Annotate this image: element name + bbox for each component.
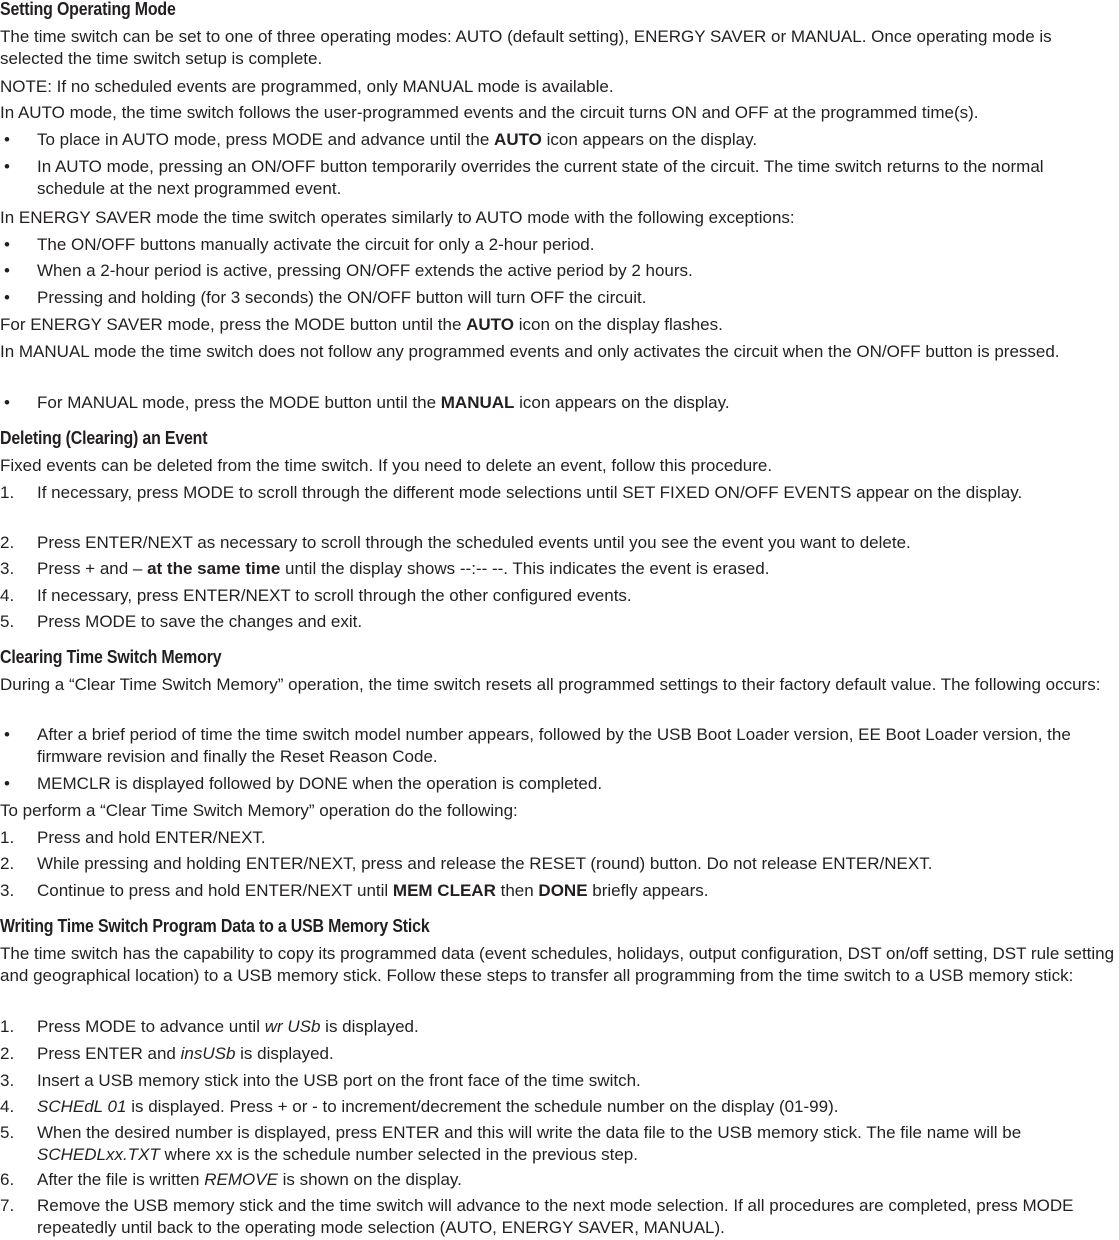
list-item: • The ON/OFF buttons manually activate the circuit for only a 2-hour period. (4, 235, 595, 254)
bullet-marker: • (4, 130, 10, 149)
paragraph: The time switch has the capability to copy its programmed data (event schedules, holidays, output configuration, DST on/off setting, DST rule setting and geographical location) to a USB memory stick. Follow these steps to transfer all programming from the time switch to a USB memory stick: (0, 944, 1115, 985)
step-number: 2. (0, 1044, 15, 1063)
bullet-marker: • (4, 288, 10, 307)
paragraph: Fixed events can be deleted from the time switch. If you need to delete an event, follow this procedure. (0, 456, 773, 475)
list-item: • To place in AUTO mode, press MODE and advance until the AUTO icon appears on the display. (4, 130, 758, 149)
step-number: 3. (0, 559, 15, 578)
auto-label: AUTO (494, 130, 542, 149)
step-number: 2. (0, 533, 15, 552)
display-code: insUSb (180, 1044, 236, 1063)
bullet-marker: • (4, 774, 10, 793)
list-item: • MEMCLR is displayed followed by DONE when the operation is completed. (4, 774, 603, 793)
note-paragraph: NOTE: If no scheduled events are programmed, only MANUAL mode is available. (0, 77, 614, 96)
display-code: wr USb (264, 1017, 321, 1036)
bullet-marker: • (4, 235, 10, 254)
numbered-step: 5. When the desired number is displayed, press ENTER and this will write the data file to the USB memory stick. The file name will be SCHEDLxx.TXT where xx is the schedule number selected in the previous step. (0, 1123, 1022, 1164)
list-item: • In AUTO mode, pressing an ON/OFF button temporarily overrides the current state of the circuit. The time switch returns to the normal schedule at the next programmed event. (4, 157, 1044, 198)
done-label: DONE (538, 881, 588, 900)
paragraph: The time switch can be set to one of three operating modes: AUTO (default setting), ENERGY SAVER or MANUAL. Once operating mode is selected the time switch setup is complete. (0, 27, 1052, 68)
step-number: 3. (0, 881, 15, 900)
paragraph: During a “Clear Time Switch Memory” operation, the time switch resets all programmed settings to their factory default value. The following occurs: (0, 675, 1101, 694)
section-heading-clearing-memory: Clearing Time Switch Memory (0, 646, 222, 667)
step-number: 1. (0, 1017, 15, 1036)
step-number: 3. (0, 1071, 15, 1090)
list-item: • When a 2-hour period is active, pressing ON/OFF extends the active period by 2 hours. (4, 261, 693, 280)
section-heading-deleting-event: Deleting (Clearing) an Event (0, 427, 208, 448)
numbered-step: 3. Press + and – at the same time until the display shows --:-- --. This indicates the event is erased. (0, 559, 770, 578)
step-number: 7. (0, 1196, 15, 1215)
list-item: • For MANUAL mode, press the MODE button until the MANUAL icon appears on the display. (4, 393, 730, 412)
numbered-step: 5. Press MODE to save the changes and exit. (0, 612, 363, 631)
numbered-step: 2. Press ENTER and insUSb is displayed. (0, 1044, 334, 1063)
manual-label: MANUAL (440, 393, 515, 412)
bullet-marker: • (4, 157, 10, 176)
bullet-marker: • (4, 261, 10, 280)
paragraph: In AUTO mode, the time switch follows the user-programmed events and the circuit turns ON and OFF at the programmed time(s). (0, 103, 979, 122)
numbered-step: 1. If necessary, press MODE to scroll through the different mode selections until SET FIXED ON/OFF EVENTS appear on the display. (0, 483, 1023, 502)
step-number: 1. (0, 483, 15, 502)
section-heading-usb-write: Writing Time Switch Program Data to a USB Memory Stick (0, 915, 430, 936)
step-number: 2. (0, 854, 15, 873)
list-item: • Pressing and holding (for 3 seconds) the ON/OFF button will turn OFF the circuit. (4, 288, 647, 307)
numbered-step: 4. SCHEdL 01 is displayed. Press + or - to increment/decrement the schedule number on the display (01-99). (0, 1097, 839, 1116)
auto-label: AUTO (466, 315, 514, 334)
step-number: 5. (0, 1123, 15, 1142)
numbered-step: 7. Remove the USB memory stick and the time switch will advance to the next mode selection. If all procedures are completed, press MODE repeatedly until back to the operating mode selection (AUTO, ENERGY SAVER, MANUAL). (0, 1196, 1074, 1237)
file-name: SCHEDLxx.TXT (37, 1145, 160, 1164)
paragraph: In ENERGY SAVER mode the time switch operates similarly to AUTO mode with the following exceptions: (0, 208, 795, 227)
step-number: 6. (0, 1170, 15, 1189)
bullet-marker: • (4, 393, 10, 412)
paragraph: For ENERGY SAVER mode, press the MODE button until the AUTO icon on the display flashes. (0, 315, 723, 334)
step-number: 4. (0, 1097, 15, 1116)
numbered-step: 1. Press and hold ENTER/NEXT. (0, 828, 266, 847)
display-code: SCHEdL 01 (37, 1097, 127, 1116)
numbered-step: 6. After the file is written REMOVE is shown on the display. (0, 1170, 462, 1189)
bullet-marker: • (4, 725, 10, 744)
list-item: • After a brief period of time the time switch model number appears, followed by the USB Boot Loader version, EE Boot Loader version, the firmware revision and finally the Reset Reason Code. (4, 725, 1071, 766)
step-number: 1. (0, 828, 15, 847)
numbered-step: 2. While pressing and holding ENTER/NEXT, press and release the RESET (round) button. Do not release ENTER/NEXT. (0, 854, 933, 873)
paragraph: In MANUAL mode the time switch does not follow any programmed events and only activates the circuit when the ON/OFF button is pressed. (0, 342, 1060, 361)
emphasis: at the same time (147, 559, 281, 578)
numbered-step: 4. If necessary, press ENTER/NEXT to scroll through the other configured events. (0, 586, 632, 605)
numbered-step: 3. Continue to press and hold ENTER/NEXT until MEM CLEAR then DONE briefly appears. (0, 881, 709, 900)
section-heading-operating-mode: Setting Operating Mode (0, 0, 176, 19)
paragraph: To perform a “Clear Time Switch Memory” operation do the following: (0, 801, 518, 820)
display-code: REMOVE (204, 1170, 278, 1189)
numbered-step: 3. Insert a USB memory stick into the USB port on the front face of the time switch. (0, 1071, 641, 1090)
step-number: 4. (0, 586, 15, 605)
mem-clear-label: MEM CLEAR (392, 881, 496, 900)
numbered-step: 1. Press MODE to advance until wr USb is displayed. (0, 1017, 419, 1036)
numbered-step: 2. Press ENTER/NEXT as necessary to scroll through the scheduled events until you see the event you want to delete. (0, 533, 911, 552)
step-number: 5. (0, 612, 15, 631)
